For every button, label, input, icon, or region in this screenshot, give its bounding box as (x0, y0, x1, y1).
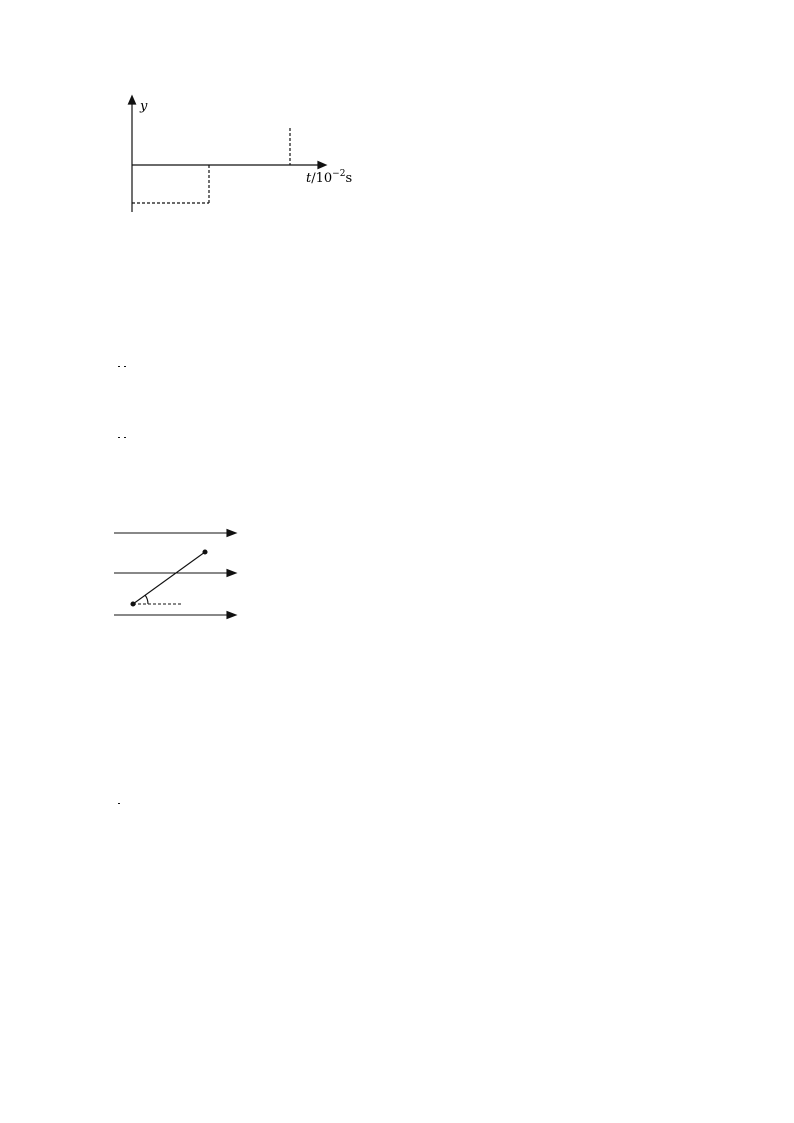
q4-comment-line1 (116, 793, 122, 814)
vibration-graph (110, 92, 353, 217)
field-arrow-2 (227, 570, 236, 577)
y-axis-arrow (129, 96, 136, 104)
point-m (131, 602, 135, 606)
q4-option-a[interactable] (116, 635, 124, 650)
q3-comment (116, 427, 128, 448)
q4-option-b[interactable] (275, 635, 283, 650)
field-arrow-1 (227, 530, 236, 537)
q4-option-d[interactable] (600, 635, 608, 650)
x-axis-label: $t/10^{-2}s$ (306, 169, 353, 186)
x-axis-arrow (318, 162, 326, 169)
q4-option-c[interactable] (438, 635, 446, 650)
y-axis-label: y (140, 99, 148, 114)
segment-mn (133, 552, 205, 604)
q3-analysis-line1 (116, 356, 128, 376)
q3-answer (116, 290, 118, 305)
point-n (203, 550, 207, 554)
q5-answer (116, 957, 118, 972)
electric-field-diagram (110, 525, 245, 625)
field-arrow-3 (227, 612, 236, 619)
q4-answer (116, 665, 118, 680)
angle-arc (145, 595, 148, 604)
